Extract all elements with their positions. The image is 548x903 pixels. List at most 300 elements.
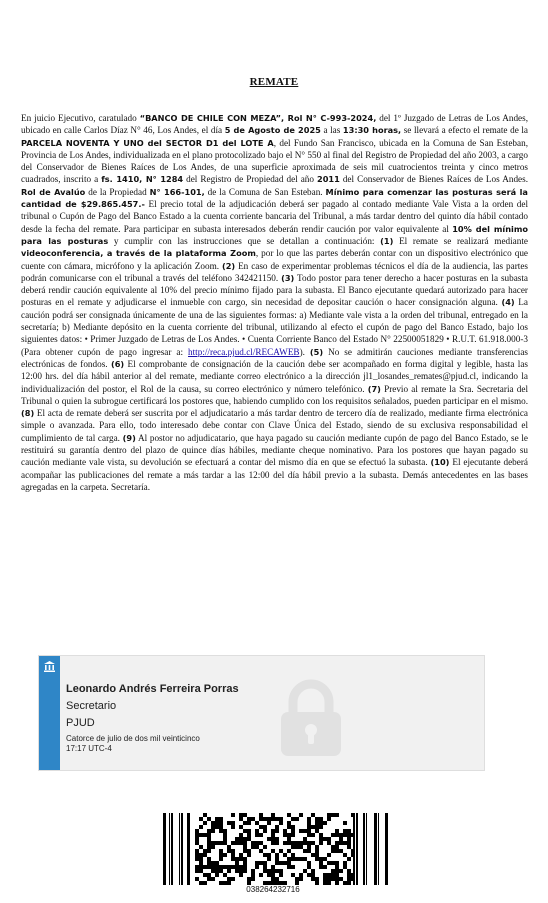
matrix-module [291, 873, 295, 877]
matrix-module [279, 817, 283, 821]
text-run: El precio total de la adjudicación deberá ser pagado al contado mediante Vale Vista a la orden del tribunal o Cupón de Pago del Banco Estado a la cuenta corriente bancaria del Tribunal, a más tardar dentro del quinto día hábil contado desde la fecha del remate. Para participar en subasta interesados deberán rendir caución por valor equivalente al [21, 199, 529, 234]
matrix-module [343, 861, 347, 865]
matrix-module [351, 877, 355, 881]
bold-text-run: videoconferencia, a través de la plataforma Zoom [21, 248, 256, 259]
matrix-module [315, 817, 319, 821]
matrix-module [351, 873, 355, 877]
barcode-bar [366, 813, 367, 885]
text-run: Previo al remate la Sra. Secretaria del Tribunal o quien la subrogue certificará los postores que, habiendo cumplido con los requisitos señalados, pueden participar en el mismo. [21, 383, 528, 406]
matrix-module [299, 873, 303, 877]
matrix-module [283, 829, 287, 833]
matrix-module [291, 825, 295, 829]
bold-text-run: (7) [367, 383, 381, 394]
signer-role: Secretario [66, 700, 117, 712]
matrix-module [227, 869, 231, 873]
bold-text-run: 2011 [317, 174, 340, 185]
matrix-module [211, 841, 215, 845]
matrix-module [247, 853, 251, 857]
matrix-module [303, 841, 307, 845]
matrix-module [335, 873, 339, 877]
matrix-module [235, 837, 239, 841]
matrix-module [243, 845, 247, 849]
matrix-module [271, 829, 275, 833]
matrix-module [235, 857, 239, 861]
matrix-module [247, 849, 251, 853]
matrix-module [295, 817, 299, 821]
matrix-module [335, 861, 339, 865]
matrix-module [299, 841, 303, 845]
matrix-module [347, 833, 351, 837]
matrix-module [263, 869, 267, 873]
matrix-module [315, 853, 319, 857]
matrix-module [299, 845, 303, 849]
matrix-module [343, 853, 347, 857]
matrix-module [211, 869, 215, 873]
matrix-module [323, 877, 327, 881]
matrix-module [275, 829, 279, 833]
matrix-module [215, 817, 219, 821]
matrix-module [303, 869, 307, 873]
matrix-module [311, 841, 315, 845]
matrix-module [335, 877, 339, 881]
matrix-module [283, 833, 287, 837]
barcode-bar [187, 813, 190, 885]
matrix-module [271, 869, 275, 873]
matrix-module [215, 861, 219, 865]
matrix-module [275, 877, 279, 881]
matrix-module [251, 869, 255, 873]
matrix-module [327, 861, 331, 865]
matrix-module [243, 837, 247, 841]
signature-stripe [39, 656, 60, 770]
matrix-module [323, 837, 327, 841]
matrix-module [271, 813, 275, 817]
matrix-module [243, 861, 247, 865]
matrix-module [247, 817, 251, 821]
matrix-module [319, 861, 323, 865]
matrix-module [207, 817, 211, 821]
matrix-module [247, 829, 251, 833]
matrix-module [299, 857, 303, 861]
matrix-module [219, 841, 223, 845]
matrix-module [291, 853, 295, 857]
matrix-module [195, 853, 199, 857]
matrix-module [195, 849, 199, 853]
matrix-module [291, 833, 295, 837]
signer-organization: PJUD [66, 717, 95, 729]
matrix-module [351, 833, 355, 837]
matrix-module [207, 849, 211, 853]
matrix-module [231, 877, 235, 881]
matrix-module [271, 865, 275, 869]
matrix-module [255, 829, 259, 833]
bold-text-run: (4) [501, 297, 515, 308]
matrix-module [219, 829, 223, 833]
matrix-module [207, 861, 211, 865]
text-run: No se admitirán cauciones mediante transferencias electrónicas de fondos. [21, 346, 529, 369]
text-run: Todo postor para tener derecho a hacer posturas en la subasta deberá rendir caución equivalente al 10% del precio mínimo fijado para la subasta. El Banco ejecutante quedará autorizado para hacer posturas en el remate y adjudicarse el inmueble con cargo, sin necesidad de depositar caución o hacer consignación alguna. [21, 272, 528, 308]
matrix-module [207, 845, 211, 849]
matrix-module [351, 853, 355, 857]
matrix-module [279, 821, 283, 825]
matrix-module [323, 821, 327, 825]
matrix-module [275, 853, 279, 857]
reca-link[interactable]: http://reca.pjud.cl/RECAWEB [188, 346, 300, 357]
matrix-module [259, 813, 263, 817]
matrix-module [335, 841, 339, 845]
text-run: y cumplir con las instrucciones que se detallan a continuación: [108, 235, 381, 246]
matrix-module [271, 817, 275, 821]
matrix-module [195, 829, 199, 833]
matrix-module [199, 865, 203, 869]
matrix-module [255, 841, 259, 845]
verification-code-number: 038264232716 [246, 885, 300, 894]
matrix-module [239, 817, 243, 821]
matrix-module [299, 813, 303, 817]
barcode-bar [385, 813, 388, 885]
matrix-module [231, 821, 235, 825]
matrix-module [235, 869, 239, 873]
matrix-module [311, 853, 315, 857]
matrix-module [239, 841, 243, 845]
matrix-module [327, 813, 331, 817]
bold-text-run: fs. 1410, N° 1284 [101, 174, 184, 185]
matrix-module [347, 877, 351, 881]
matrix-module [211, 829, 215, 833]
matrix-module [215, 873, 219, 877]
matrix-module [291, 829, 295, 833]
matrix-module [207, 865, 211, 869]
matrix-module [319, 825, 323, 829]
matrix-module [195, 865, 199, 869]
matrix-module [271, 841, 275, 845]
matrix-module [235, 865, 239, 869]
signature-time-text: 17:17 UTC-4 [66, 744, 112, 753]
text-run: El comprobante de consignación de la caución debe ser acompañado en forma digital y legible, hasta las 12:00 hrs. del día hábil anterior al del remate, mediante correo electrónico a la dirección jl1_losandes_remates@pjud.cl, indicando la individualización del postor, el Rol de la causa, su correo electrónico y número telefónico. [21, 358, 529, 394]
matrix-module [267, 873, 271, 877]
matrix-module [275, 861, 279, 865]
matrix-module [331, 877, 335, 881]
bold-text-run: (10) [430, 457, 450, 468]
matrix-module [343, 833, 347, 837]
matrix-module [243, 813, 247, 817]
matrix-module [339, 833, 343, 837]
signer-name: Leonardo Andrés Ferreira Porras [66, 683, 239, 695]
matrix-module [351, 813, 355, 817]
matrix-module [323, 857, 327, 861]
barcode-bar [179, 813, 180, 885]
matrix-module [287, 821, 291, 825]
matrix-module [315, 825, 319, 829]
bold-text-run: Rol de Avalúo [21, 186, 86, 197]
matrix-module [287, 849, 291, 853]
matrix-module [219, 817, 223, 821]
text-run: El acta de remate deberá ser suscrita por el adjudicatario a más tardar dentro de tercero día de realizado, mediante firma electrónica simple o avanzada. Para ello, todo interesado debe contar con Clave Única del Estado, siendo de su exclusiva responsabilidad el cumplimiento de tal carga. [21, 408, 528, 443]
matrix-module [207, 837, 211, 841]
matrix-module [287, 857, 291, 861]
matrix-module [335, 829, 339, 833]
text-run: a las [320, 125, 343, 136]
matrix-module [287, 865, 291, 869]
matrix-module [291, 865, 295, 869]
matrix-module [219, 865, 223, 869]
matrix-module [231, 813, 235, 817]
matrix-module [267, 821, 271, 825]
matrix-module [263, 829, 267, 833]
matrix-module [215, 841, 219, 845]
matrix-module [243, 841, 247, 845]
matrix-module [339, 837, 343, 841]
matrix-module [239, 837, 243, 841]
matrix-module [211, 865, 215, 869]
matrix-module [331, 869, 335, 873]
matrix-module [339, 849, 343, 853]
matrix-module [243, 865, 247, 869]
matrix-module [347, 869, 351, 873]
text-run: En caso de experimentar problemas técnicos el día de la audiencia, las partes podrán comunicarse con el tribunal a través del teléfono 342421150. [21, 260, 528, 283]
matrix-module [259, 861, 263, 865]
matrix-module [311, 825, 315, 829]
bold-text-run: (3) [281, 272, 295, 283]
matrix-module [271, 837, 275, 841]
matrix-module [271, 877, 275, 881]
matrix-module [223, 833, 227, 837]
matrix-module [275, 837, 279, 841]
matrix-module [267, 853, 271, 857]
matrix-module [227, 849, 231, 853]
matrix-module [223, 873, 227, 877]
matrix-module [243, 869, 247, 873]
matrix-module [247, 837, 251, 841]
matrix-module [283, 861, 287, 865]
matrix-module [251, 817, 255, 821]
matrix-module [219, 869, 223, 873]
verification-code-block [157, 813, 389, 894]
matrix-module [287, 833, 291, 837]
matrix-module [275, 857, 279, 861]
matrix-module [307, 861, 311, 865]
matrix-module [219, 857, 223, 861]
text-run: Al postor no adjudicatario, que haya pagado su caución mediante cupón de pago del Banco Estado, se le restituirá su garantía dentro del plazo de quince días hábiles, mediante cheque nominativo. Para los postores que hayan pagado su caución mediante vale vista, su devolución se efectuará a contar del mismo día en que se efectuó la subasta. [21, 432, 529, 468]
matrix-module [351, 849, 355, 853]
matrix-module [279, 861, 283, 865]
matrix-module [287, 837, 291, 841]
matrix-module [327, 873, 331, 877]
signature-date [66, 734, 266, 754]
matrix-module [275, 841, 279, 845]
bold-text-run: (6) [110, 358, 125, 369]
barcode-bar [163, 813, 166, 885]
matrix-module [323, 873, 327, 877]
matrix-module [227, 877, 231, 881]
matrix-module [311, 833, 315, 837]
matrix-module [255, 865, 259, 869]
matrix-module [255, 821, 259, 825]
matrix-module [223, 829, 227, 833]
bold-text-run: PARCELA NOVENTA Y UNO del SECTOR D1 del LOTE A [21, 137, 274, 148]
matrix-module [327, 817, 331, 821]
matrix-module [343, 829, 347, 833]
matrix-module [263, 853, 267, 857]
matrix-module [239, 873, 243, 877]
matrix-module [315, 829, 319, 833]
matrix-module [199, 845, 203, 849]
matrix-module [255, 845, 259, 849]
matrix-module [291, 857, 295, 861]
matrix-module [299, 877, 303, 881]
matrix-module [311, 873, 315, 877]
matrix-module [239, 825, 243, 829]
matrix-module [343, 841, 347, 845]
bold-text-run: (2) [221, 260, 236, 271]
bold-text-run: (1) [380, 235, 394, 246]
text-run: de la Propiedad [85, 186, 150, 197]
matrix-module [199, 853, 203, 857]
matrix-module [263, 817, 267, 821]
matrix-module [235, 841, 239, 845]
matrix-module [231, 865, 235, 869]
matrix-module [331, 833, 335, 837]
matrix-module [307, 825, 311, 829]
matrix-module [347, 841, 351, 845]
matrix-module [219, 849, 223, 853]
matrix-module [223, 865, 227, 869]
matrix-module [275, 869, 279, 873]
text-run: El remate se realizará mediante [393, 235, 528, 246]
matrix-module [295, 877, 299, 881]
matrix-module [211, 845, 215, 849]
barcode-bar [171, 813, 173, 885]
matrix-module [331, 813, 335, 817]
matrix-module [303, 857, 307, 861]
text-run: del Registro de Propiedad del año [183, 174, 318, 185]
matrix-module [331, 873, 335, 877]
matrix-module [343, 865, 347, 869]
matrix-module [335, 869, 339, 873]
barcode-bar [378, 813, 379, 885]
matrix-module [295, 857, 299, 861]
matrix-module [347, 857, 351, 861]
matrix-module [339, 869, 343, 873]
matrix-module [327, 837, 331, 841]
matrix-module [195, 837, 199, 841]
matrix-module [215, 865, 219, 869]
matrix-module [347, 837, 351, 841]
matrix-module [271, 849, 275, 853]
matrix-module [319, 841, 323, 845]
matrix-module [307, 821, 311, 825]
text-run: del Conservador de Bienes Raíces de Los Andes. [339, 174, 528, 185]
matrix-module [267, 817, 271, 821]
matrix-module [307, 829, 311, 833]
matrix-module [311, 877, 315, 881]
bold-text-run: (8) [21, 408, 35, 419]
matrix-module [219, 825, 223, 829]
matrix-module [275, 825, 279, 829]
document-body [21, 112, 528, 493]
matrix-module [335, 833, 339, 837]
matrix-module [267, 869, 271, 873]
matrix-module [243, 829, 247, 833]
matrix-module [315, 845, 319, 849]
matrix-module [279, 869, 283, 873]
bold-text-run: 10% del mínimo para las posturas [21, 223, 528, 246]
matrix-module [251, 877, 255, 881]
matrix-module [199, 857, 203, 861]
electronic-signature-card [38, 655, 485, 771]
matrix-module [327, 877, 331, 881]
matrix-module [251, 841, 255, 845]
matrix-module [231, 849, 235, 853]
matrix-module [203, 849, 207, 853]
matrix-module [255, 861, 259, 865]
matrix-module [195, 877, 199, 881]
text-run: La caución podrá ser consignada únicamente de una de las siguientes formas: a) Mediante vale vista a la orden del tribunal, entregado en la secretaría; b) Mediante depósito en la cuenta corriente del tribunal, utilizando al efecto el cupón de pago del Banco Estado, bajo los siguientes datos: • Primer Juzgado de Letras de Los Andes. • Cuenta Corriente Banco del Estado N° 22500051829 • R.U.T. 61.918.000-3 (Para obtener cupón de pago ingresar a: [21, 297, 528, 357]
matrix-module [243, 821, 247, 825]
matrix-module [307, 873, 311, 877]
bold-text-run: (5) [309, 346, 324, 357]
matrix-module [271, 833, 275, 837]
text-run: , del Fundo San Francisco, ubicada en la Comuna de San Esteban, Provincia de Los Andes, individualizada en el plano protocolizado bajo el N° 550 al final del Registro de Propiedad del año 2003, a cargo del Conservador de Bienes Raíces de Los Andes, de una superficie aproximada de seis mil cuatrocientos treinta y cinco metros cuadrados, inscrito a [21, 137, 528, 185]
matrix-module [259, 833, 263, 837]
matrix-module [223, 837, 227, 841]
matrix-module [335, 813, 339, 817]
matrix-module [195, 833, 199, 837]
matrix-module [287, 813, 291, 817]
barcode-bar [363, 813, 365, 885]
matrix-module [343, 821, 347, 825]
matrix-module [347, 845, 351, 849]
matrix-module [227, 821, 231, 825]
matrix-module [195, 869, 199, 873]
matrix-module [287, 861, 291, 865]
matrix-module [295, 841, 299, 845]
text-run: ). [299, 346, 310, 357]
matrix-module [291, 841, 295, 845]
matrix-module [231, 857, 235, 861]
matrix-module [283, 841, 287, 845]
matrix-module [267, 837, 271, 841]
matrix-module [199, 869, 203, 873]
matrix-module [331, 861, 335, 865]
matrix-module [199, 825, 203, 829]
matrix-module [239, 813, 243, 817]
matrix-module [215, 869, 219, 873]
matrix-module [203, 813, 207, 817]
matrix-module [223, 853, 227, 857]
matrix-module [315, 877, 319, 881]
matrix-module [299, 829, 303, 833]
matrix-module [291, 817, 295, 821]
matrix-module [283, 853, 287, 857]
matrix-module [319, 865, 323, 869]
matrix-module [259, 817, 263, 821]
signature-date-text: Catorce de julio de dos mil veinticinco [66, 734, 200, 743]
matrix-module [315, 857, 319, 861]
matrix-module [347, 873, 351, 877]
matrix-module [315, 821, 319, 825]
text-run: En juicio Ejecutivo, caratulado [21, 113, 140, 123]
matrix-module [239, 865, 243, 869]
matrix-module [199, 817, 203, 821]
matrix-module [195, 841, 199, 845]
matrix-module [211, 821, 215, 825]
matrix-module [203, 821, 207, 825]
matrix-module [215, 821, 219, 825]
matrix-module [207, 829, 211, 833]
matrix-module [287, 825, 291, 829]
matrix-module [215, 825, 219, 829]
